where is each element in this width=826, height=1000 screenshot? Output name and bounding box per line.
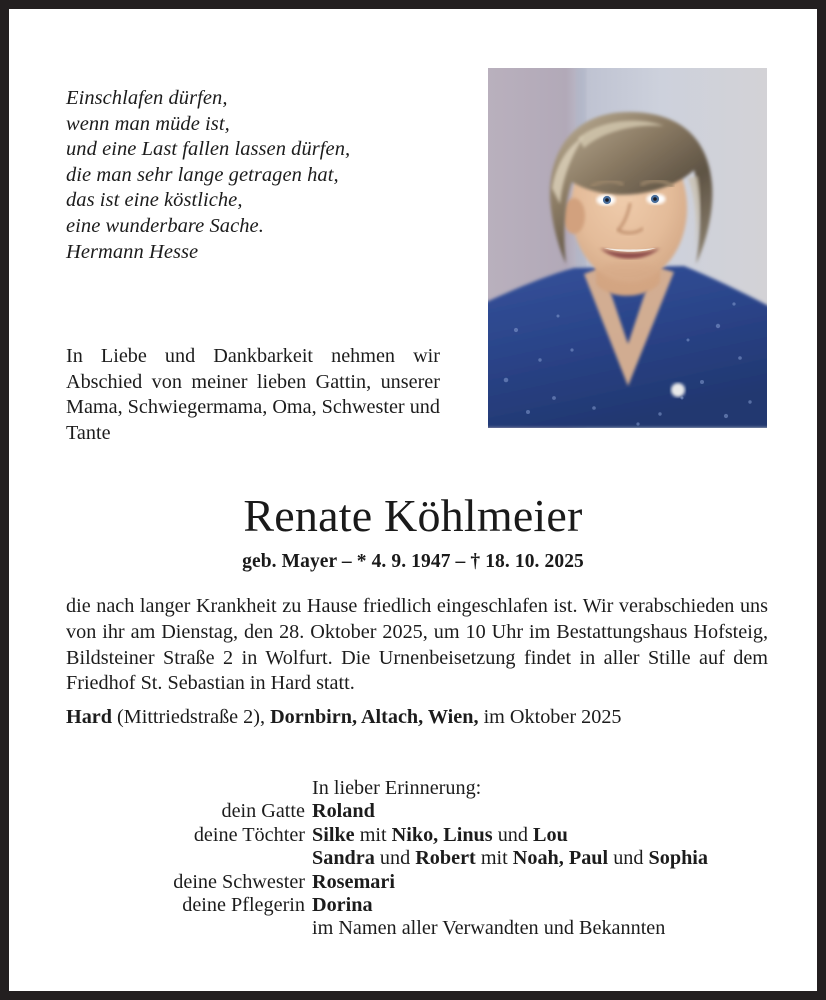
quote-line-6: eine wunderbare Sache. — [66, 214, 264, 237]
mourners-list — [66, 777, 768, 941]
mourner-relation: dein Gatte — [221, 800, 305, 823]
main-announcement-text: die nach langer Krankheit zu Hause friedlich eingeschlafen ist. Wir verabschieden uns von ihr am Dienstag, den 28. Oktober 2025, um 10 Uhr im Bestattungshaus Hofsteig, Bildsteiner Straße 2 in Wolfurt. Die Urnenbeisetzung findet in aller Stille auf dem Friedhof St. Sebastian in Hard statt. — [66, 595, 768, 695]
mourner-names: Rosemari — [312, 870, 395, 893]
quote-line-1: Einschlafen dürfen, — [66, 87, 228, 109]
mourner-relation: deine Schwester — [173, 870, 305, 893]
mourners-footer-row — [66, 917, 768, 940]
quote-line-3: und eine Last fallen lassen dürfen, — [66, 138, 351, 161]
page-title: Renate Köhlmeier — [243, 490, 583, 541]
mourners-heading: In lieber Erinnerung: — [312, 777, 482, 799]
places-secondary: Dornbirn, Altach, Wien, — [270, 706, 479, 728]
portrait-photo-image — [488, 68, 767, 428]
notice-date: im Oktober 2025 — [478, 706, 622, 728]
quote-line-5: das ist eine köstliche, — [66, 189, 243, 212]
list-item — [66, 894, 768, 917]
mourner-relation: deine Pflegerin — [182, 894, 305, 917]
mourner-names: Roland — [312, 800, 375, 823]
farewell-paragraph: In Liebe und Dankbarkeit nehmen wir Abschied von meiner lieben Gattin, unserer Mama, Schwiegermama, Oma, Schwester und Tante — [66, 345, 440, 444]
mourners-heading-row — [66, 777, 768, 800]
obituary-card — [9, 9, 817, 991]
memorial-quote — [66, 86, 466, 265]
deceased-dates: geb. Mayer – * 4. 9. 1947 – † 18. 10. 2025 — [242, 551, 584, 572]
mourners-footer: im Namen aller Verwandten und Bekannten — [312, 917, 666, 940]
mourner-relation: deine Töchter — [193, 823, 305, 846]
mourner-names: Dorina — [312, 894, 373, 917]
portrait-photo — [488, 68, 767, 428]
list-item — [66, 824, 768, 847]
quote-line-2: wenn man müde ist, — [66, 112, 230, 135]
list-item — [66, 847, 768, 870]
quote-author: Hermann Hesse — [66, 240, 199, 263]
mourner-names: Sandra und Robert mit Noah, Paul und Sophia — [312, 847, 708, 870]
place-primary-address: (Mittriedstraße 2), — [111, 706, 271, 728]
mourner-names: Silke mit Niko, Linus und Lou — [312, 823, 568, 846]
place-primary: Hard — [66, 706, 112, 728]
list-item — [66, 800, 768, 823]
list-item — [66, 871, 768, 894]
quote-line-4: die man sehr lange getragen hat, — [66, 163, 339, 186]
places-and-date-line — [66, 704, 768, 730]
